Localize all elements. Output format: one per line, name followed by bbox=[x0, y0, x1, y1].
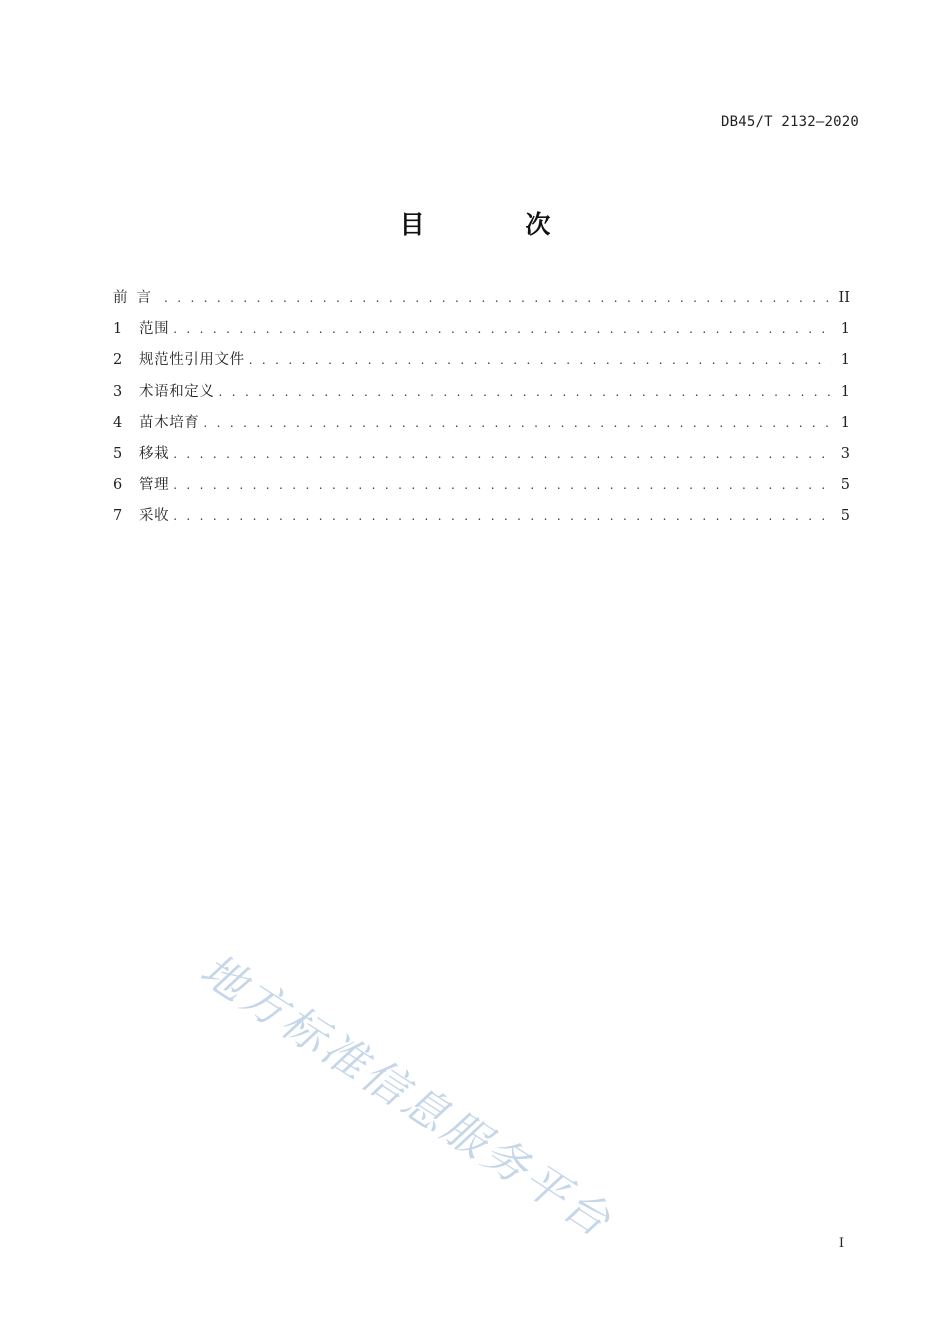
toc-item-page: 3 bbox=[840, 445, 850, 462]
toc-item-label: 术语和定义 bbox=[139, 383, 215, 400]
watermark: 地方标准信息服务平台 bbox=[191, 944, 622, 1249]
document-code: DB45/T 2132—2020 bbox=[720, 114, 859, 130]
toc-item-normative-references[interactable] bbox=[113, 348, 850, 379]
toc-leader-dots bbox=[173, 447, 832, 461]
toc-item-preface[interactable] bbox=[113, 286, 850, 317]
table-of-contents bbox=[113, 286, 850, 536]
toc-item-number: 2 bbox=[113, 352, 123, 369]
toc-item-number: 1 bbox=[113, 321, 123, 338]
toc-item-page: 1 bbox=[840, 352, 850, 369]
toc-item-seedling-cultivation[interactable] bbox=[113, 411, 850, 442]
toc-item-label: 采收 bbox=[139, 508, 170, 525]
toc-item-number: 3 bbox=[113, 383, 123, 400]
toc-item-number: 5 bbox=[113, 445, 123, 462]
toc-leader-dots bbox=[173, 478, 832, 492]
toc-item-number: 7 bbox=[113, 508, 123, 525]
toc-item-transplanting[interactable] bbox=[113, 442, 850, 473]
toc-leader-dots bbox=[249, 353, 832, 367]
toc-item-number: 6 bbox=[113, 477, 123, 494]
toc-item-label: 范围 bbox=[139, 321, 170, 338]
toc-item-label: 苗木培育 bbox=[139, 414, 200, 431]
toc-item-page: 1 bbox=[840, 414, 850, 431]
toc-item-page: 1 bbox=[840, 321, 850, 338]
page-number: I bbox=[838, 1236, 844, 1251]
toc-item-label: 规范性引用文件 bbox=[139, 352, 245, 369]
toc-item-harvesting[interactable] bbox=[113, 504, 850, 535]
toc-item-label: 管理 bbox=[139, 477, 170, 494]
toc-leader-dots bbox=[173, 322, 832, 336]
toc-item-management[interactable] bbox=[113, 473, 850, 504]
toc-item-page: II bbox=[838, 290, 850, 306]
toc-leader-dots bbox=[164, 291, 832, 305]
toc-item-page: 1 bbox=[840, 383, 850, 400]
toc-item-terms-definitions[interactable] bbox=[113, 380, 850, 411]
toc-item-scope[interactable] bbox=[113, 317, 850, 348]
toc-item-label: 前言 bbox=[113, 290, 160, 306]
toc-leader-dots bbox=[203, 416, 832, 430]
toc-item-number: 4 bbox=[113, 414, 123, 431]
toc-leader-dots bbox=[219, 385, 833, 399]
toc-item-page: 5 bbox=[840, 477, 850, 494]
toc-leader-dots bbox=[173, 509, 832, 523]
toc-item-page: 5 bbox=[840, 508, 850, 525]
page-title: 目 次 bbox=[399, 210, 597, 239]
toc-item-label: 移栽 bbox=[139, 445, 170, 462]
